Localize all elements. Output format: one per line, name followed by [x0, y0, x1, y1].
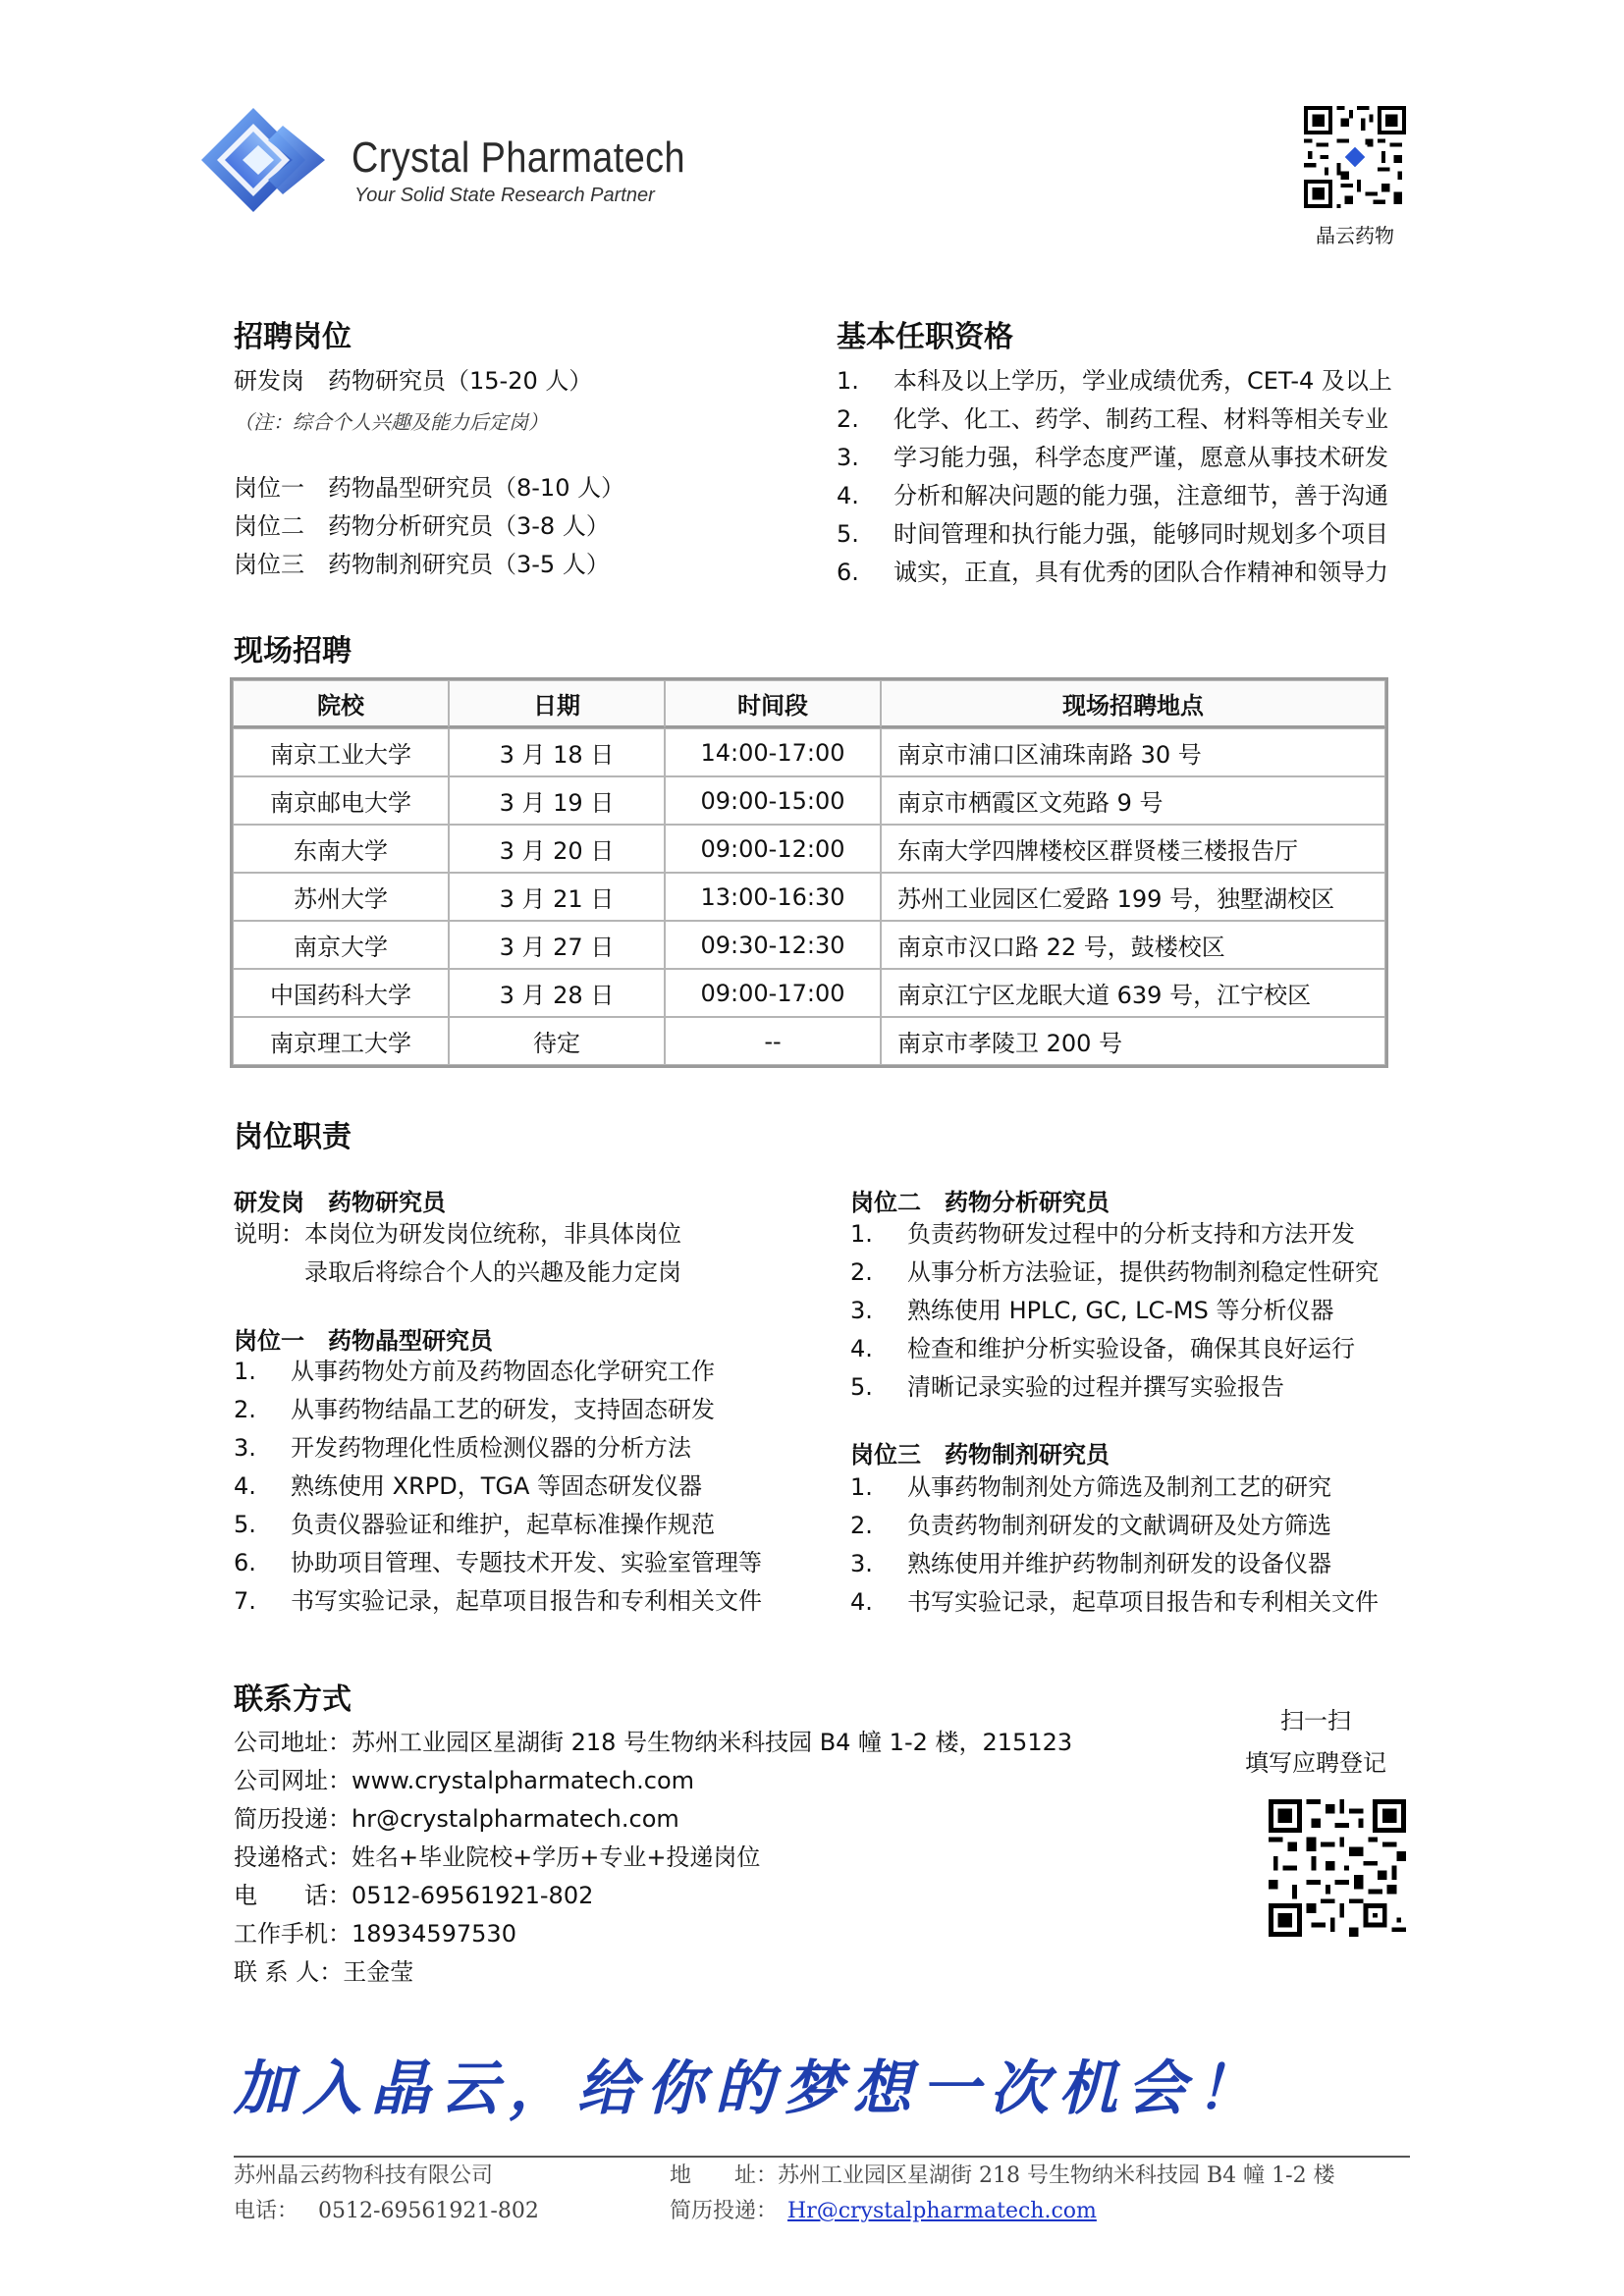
- item-number: 5.: [234, 1511, 256, 1538]
- company-logo: [199, 106, 686, 214]
- school-cell: 苏州大学: [233, 873, 449, 921]
- qualifications-list: [837, 362, 1392, 592]
- scan-label-2: 填写应聘登记: [1245, 1749, 1386, 1777]
- duty-item: [850, 1545, 1379, 1583]
- item-number: 1.: [850, 1220, 873, 1248]
- p3-duty-list: [850, 1468, 1379, 1622]
- time-cell: 09:30-12:30: [665, 921, 881, 969]
- school-cell: 南京工业大学: [233, 728, 449, 776]
- time-cell: 13:00-16:30: [665, 873, 881, 921]
- item-number: 3.: [234, 1434, 256, 1462]
- item-text: 从事分析方法验证，提供药物制剂稳定性研究: [907, 1258, 1379, 1286]
- footer-phone-label: 电话：: [234, 2199, 299, 2223]
- footer-company: 苏州晶云药物科技有限公司: [234, 2163, 494, 2188]
- date-cell: 3 月 28 日: [449, 969, 665, 1017]
- date-cell: 3 月 20 日: [449, 825, 665, 873]
- qualification-item: [837, 362, 1392, 400]
- duty-item: [850, 1583, 1379, 1622]
- location-cell: 东南大学四牌楼校区群贤楼三楼报告厅: [881, 825, 1385, 873]
- item-number: 3.: [850, 1550, 873, 1577]
- contact-person: 联 系 人：王金莹: [234, 1958, 414, 1986]
- table-row: [233, 728, 1385, 776]
- school-cell: 中国药科大学: [233, 969, 449, 1017]
- item-number: 4.: [850, 1335, 873, 1362]
- item-text: 学习能力强，科学态度严谨，愿意从事技术研发: [893, 444, 1388, 471]
- duty-item: [234, 1582, 762, 1621]
- item-text: 负责仪器验证和维护，起草标准操作规范: [291, 1511, 715, 1538]
- item-number: 6.: [837, 559, 859, 586]
- qualification-item: [837, 477, 1392, 515]
- duties-heading: 岗位职责: [234, 1120, 352, 1154]
- item-number: 4.: [837, 482, 859, 509]
- duty-item: [234, 1391, 762, 1429]
- date-cell: 3 月 19 日: [449, 776, 665, 825]
- position-note: （注：综合个人兴趣及能力后定岗）: [234, 410, 548, 434]
- crystal-logo-icon: [199, 106, 337, 214]
- item-text: 书写实验记录，起草项目报告和专利相关文件: [291, 1587, 762, 1615]
- item-number: 3.: [837, 444, 859, 471]
- location-cell: 南京市栖霞区文苑路 9 号: [881, 776, 1385, 825]
- duty-item: [234, 1468, 762, 1506]
- item-text: 本科及以上学历，学业成绩优秀，CET-4 及以上: [893, 367, 1392, 395]
- item-text: 从事药物制剂处方筛选及制剂工艺的研究: [907, 1473, 1331, 1501]
- table-row: [233, 776, 1385, 825]
- item-number: 6.: [234, 1549, 256, 1576]
- brand-name: Crystal Pharmatech: [352, 133, 686, 182]
- duty-item: [850, 1507, 1379, 1545]
- item-text: 熟练使用 XRPD，TGA 等固态研发仪器: [291, 1472, 703, 1500]
- time-cell: --: [665, 1017, 881, 1065]
- duty-item: [850, 1215, 1379, 1254]
- contact-phone: 电 话：0512-69561921-802: [234, 1882, 594, 1909]
- item-number: 2.: [234, 1396, 256, 1423]
- time-cell: 14:00-17:00: [665, 728, 881, 776]
- duty-item: [234, 1544, 762, 1582]
- school-cell: 南京邮电大学: [233, 776, 449, 825]
- duty-item: [850, 1292, 1379, 1330]
- wechat-qr-code[interactable]: [1304, 106, 1406, 208]
- footer-resume-line: [670, 2195, 1097, 2228]
- school-cell: 南京理工大学: [233, 1017, 449, 1065]
- item-text: 开发药物理化性质检测仪器的分析方法: [291, 1434, 691, 1462]
- duty-item: [850, 1330, 1379, 1368]
- location-cell: 南京市汉口路 22 号，鼓楼校区: [881, 921, 1385, 969]
- rd-title: 研发岗 药物研究员: [234, 1189, 446, 1216]
- application-qr-code[interactable]: [1269, 1799, 1406, 1937]
- brand-tagline: Your Solid State Research Partner: [354, 185, 655, 206]
- rd-desc-1: 说明：本岗位为研发岗位统称，非具体岗位: [234, 1220, 681, 1248]
- contact-mobile: 工作手机：18934597530: [234, 1920, 516, 1948]
- duty-item: [234, 1429, 762, 1468]
- location-cell: 苏州工业园区仁爱路 199 号，独墅湖校区: [881, 873, 1385, 921]
- location-cell: 南京市浦口区浦珠南路 30 号: [881, 728, 1385, 776]
- position-list: [234, 469, 624, 584]
- item-number: 3.: [850, 1297, 873, 1324]
- contact-address: 公司地址：苏州工业园区星湖街 218 号生物纳米科技园 B4 幢 1-2 楼，215123: [234, 1729, 1073, 1756]
- item-number: 2.: [850, 1512, 873, 1539]
- column-header: 院校: [233, 680, 449, 728]
- table-row: [233, 1017, 1385, 1065]
- positions-heading: 招聘岗位: [234, 320, 352, 354]
- item-number: 4.: [234, 1472, 256, 1500]
- contact-format: 投递格式：姓名+毕业院校+学历+专业+投递岗位: [234, 1843, 761, 1871]
- footer-resume-email-link[interactable]: Hr@crystalpharmatech.com: [787, 2199, 1097, 2223]
- footer-divider: [234, 2156, 1410, 2158]
- item-text: 检查和维护分析实验设备，确保其良好运行: [907, 1335, 1355, 1362]
- p2-title: 岗位二 药物分析研究员: [850, 1189, 1110, 1216]
- date-cell: 3 月 18 日: [449, 728, 665, 776]
- item-text: 协助项目管理、专题技术开发、实验室管理等: [291, 1549, 762, 1576]
- qualification-item: [837, 400, 1392, 439]
- item-number: 7.: [234, 1587, 256, 1615]
- table-row: [233, 969, 1385, 1017]
- item-number: 1.: [837, 367, 859, 395]
- item-text: 诚实，正直，具有优秀的团队合作精神和领导力: [893, 559, 1388, 586]
- school-cell: 南京大学: [233, 921, 449, 969]
- contact-list: [234, 1724, 1072, 1992]
- position-item: 岗位三 药物制剂研究员（3-5 人）: [234, 551, 610, 578]
- item-number: 1.: [850, 1473, 873, 1501]
- scan-label-1: 扫一扫: [1280, 1707, 1351, 1735]
- item-number: 2.: [850, 1258, 873, 1286]
- p3-title: 岗位三 药物制剂研究员: [850, 1441, 1110, 1468]
- footer-phone: 0512-69561921-802: [318, 2199, 539, 2223]
- time-cell: 09:00-17:00: [665, 969, 881, 1017]
- contact-website[interactable]: 公司网址：www.crystalpharmatech.com: [234, 1767, 695, 1794]
- table-row: [233, 921, 1385, 969]
- duty-item: [850, 1368, 1379, 1407]
- item-text: 书写实验记录，起草项目报告和专利相关文件: [907, 1588, 1379, 1616]
- column-header: 时间段: [665, 680, 881, 728]
- p1-title: 岗位一 药物晶型研究员: [234, 1327, 493, 1355]
- item-text: 时间管理和执行能力强，能够同时规划多个项目: [893, 520, 1388, 548]
- location-cell: 南京江宁区龙眠大道 639 号，江宁校区: [881, 969, 1385, 1017]
- date-cell: 3 月 21 日: [449, 873, 665, 921]
- qr-label: 晶云药物: [1316, 224, 1394, 247]
- duty-item: [234, 1353, 762, 1391]
- item-text: 清晰记录实验的过程并撰写实验报告: [907, 1373, 1284, 1401]
- date-cell: 待定: [449, 1017, 665, 1065]
- time-cell: 09:00-15:00: [665, 776, 881, 825]
- contact-heading: 联系方式: [234, 1682, 352, 1717]
- position-main: 研发岗 药物研究员（15-20 人）: [234, 367, 593, 395]
- footer-address-label: 地 址：: [670, 2163, 779, 2188]
- item-text: 从事药物结晶工艺的研发，支持固态研发: [291, 1396, 715, 1423]
- footer-phone-line: [234, 2195, 539, 2228]
- duty-item: [850, 1468, 1379, 1507]
- qualification-item: [837, 439, 1392, 477]
- qualifications-heading: 基本任职资格: [837, 320, 1013, 354]
- footer-address-line: [670, 2160, 1335, 2193]
- duty-item: [850, 1254, 1379, 1292]
- location-cell: 南京市孝陵卫 200 号: [881, 1017, 1385, 1065]
- rd-desc-2: 录取后将综合个人的兴趣及能力定岗: [304, 1258, 681, 1286]
- item-text: 负责药物研发过程中的分析支持和方法开发: [907, 1220, 1355, 1248]
- qualification-item: [837, 554, 1392, 592]
- position-item: 岗位二 药物分析研究员（3-8 人）: [234, 512, 610, 540]
- item-text: 熟练使用并维护药物制剂研发的设备仪器: [907, 1550, 1331, 1577]
- footer-resume-label: 简历投递：: [670, 2199, 779, 2223]
- column-header: 日期: [449, 680, 665, 728]
- table-row: [233, 825, 1385, 873]
- item-number: 4.: [850, 1588, 873, 1616]
- item-number: 5.: [850, 1373, 873, 1401]
- table-header-row: [233, 680, 1385, 728]
- date-cell: 3 月 27 日: [449, 921, 665, 969]
- column-header: 现场招聘地点: [881, 680, 1385, 728]
- item-text: 化学、化工、药学、制药工程、材料等相关专业: [893, 405, 1388, 433]
- onsite-heading: 现场招聘: [234, 634, 352, 668]
- item-number: 1.: [234, 1358, 256, 1385]
- item-text: 熟练使用 HPLC, GC, LC-MS 等分析仪器: [907, 1297, 1334, 1324]
- duty-item: [234, 1506, 762, 1544]
- school-cell: 东南大学: [233, 825, 449, 873]
- slogan: 加入晶云，给你的梦想一次机会！: [234, 2055, 1265, 2123]
- item-number: 2.: [837, 405, 859, 433]
- onsite-schedule-table: [230, 677, 1388, 1068]
- footer-address: 苏州工业园区星湖街 218 号生物纳米科技园 B4 幢 1-2 楼: [778, 2163, 1335, 2188]
- qualification-item: [837, 515, 1392, 554]
- position-item: 岗位一 药物晶型研究员（8-10 人）: [234, 474, 625, 502]
- item-text: 从事药物处方前及药物固态化学研究工作: [291, 1358, 715, 1385]
- p2-duty-list: [850, 1215, 1379, 1407]
- p1-duty-list: [234, 1353, 762, 1621]
- contact-email[interactable]: 简历投递：hr@crystalpharmatech.com: [234, 1805, 679, 1833]
- item-number: 5.: [837, 520, 859, 548]
- time-cell: 09:00-12:00: [665, 825, 881, 873]
- item-text: 分析和解决问题的能力强，注意细节，善于沟通: [893, 482, 1388, 509]
- table-row: [233, 873, 1385, 921]
- item-text: 负责药物制剂研发的文献调研及处方筛选: [907, 1512, 1331, 1539]
